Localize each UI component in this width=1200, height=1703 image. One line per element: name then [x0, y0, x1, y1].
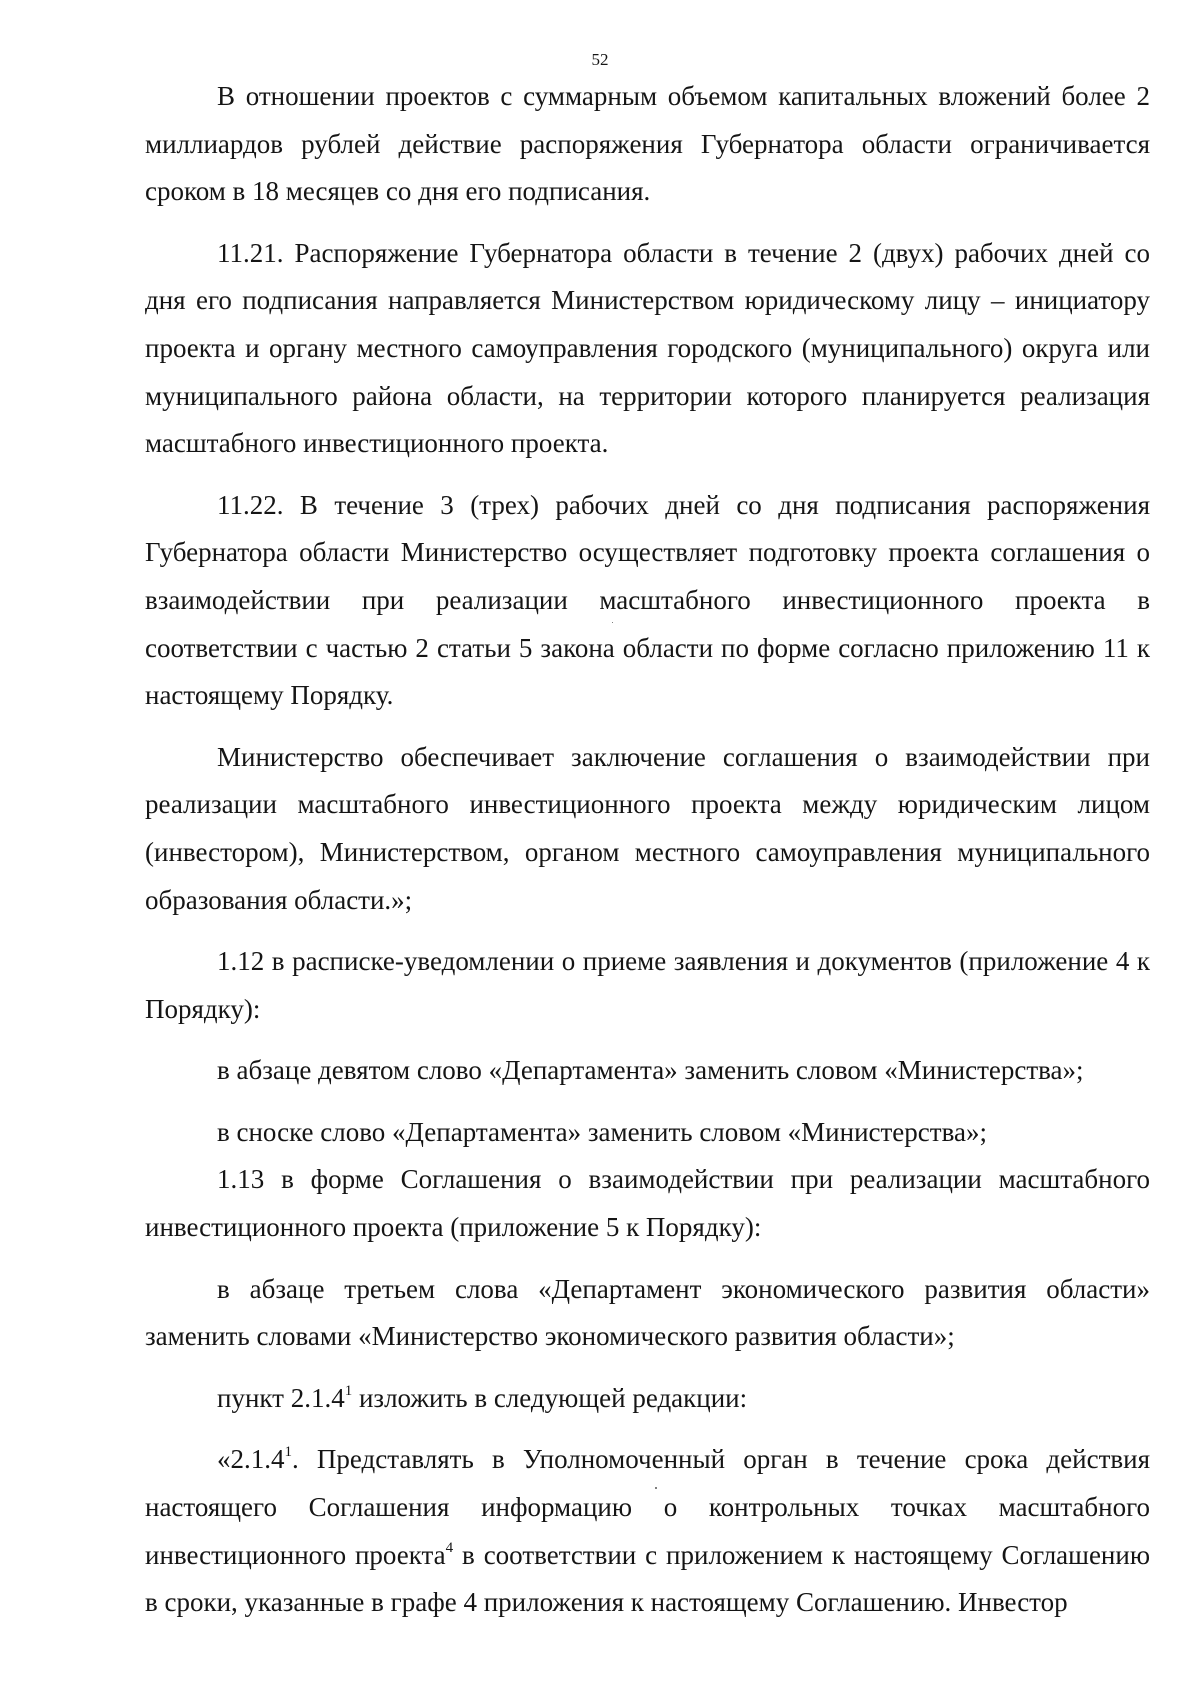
- paragraph-ministry-agreement: Министерство обеспечивает заключение соглашения о взаимодействии при реализации масштабного инвестиционного проекта между юридическим лицом (инвестором), Министерством, органом местного самоуправления муниципального образования области.»;: [145, 741, 1150, 915]
- new-text-part3: в соответствии с приложением к настоящему Соглашению в сроки, указанные в графе 4 приложения к настоящему Соглашению. Инвестор: [145, 1539, 1150, 1618]
- paragraph-footnote-change: в сноске слово «Департамента» заменить словом «Министерства»;: [217, 1116, 987, 1147]
- scan-speck: [612, 622, 613, 623]
- point-text-before: пункт 2.1.4: [217, 1382, 345, 1413]
- scan-speck: [655, 1487, 657, 1489]
- paragraph-investment-limit: В отношении проектов с суммарным объемом капитальных вложений более 2 миллиардов рублей действие распоряжения Губернатора области ограничивается сроком в 18 месяцев со дня его подписания.: [145, 81, 1150, 207]
- paragraph-point-2-1-4: [145, 1375, 1150, 1423]
- new-text-part2: . Представлять в Уполномоченный орган в течение срока действия настоящего Соглашения информацию о контрольных точках масштабного инвестиционного проекта: [145, 1444, 1150, 1570]
- footnote-marker-4: 4: [445, 1539, 454, 1556]
- document-body: [145, 73, 1150, 1627]
- paragraph-1-12: 1.12 в расписке-уведомлении о приеме заявления и документов (приложение 4 к Порядку):: [145, 946, 1150, 1024]
- paragraph-ninth-abzac: в абзаце девятом слово «Департамента» заменить словом «Министерства»;: [217, 1055, 1084, 1086]
- new-text-superscript-1: 1: [284, 1444, 292, 1461]
- paragraph-11-22: 11.22. В течение 3 (трех) рабочих дней со дня подписания распоряжения Губернатора области Министерство осуществляет подготовку проекта соглашения о взаимодействии при реализации масштабного инвестиционного проекта в соответствии с частью 2 статьи 5 закона области по форме согласно приложению 11 к настоящему Порядку.: [145, 489, 1150, 711]
- point-superscript: 1: [344, 1382, 353, 1399]
- page-number: 52: [591, 50, 609, 69]
- paragraph-2-1-4-new-text: [145, 1436, 1150, 1626]
- new-text-part1: «2.1.4: [217, 1444, 285, 1475]
- point-text-after: изложить в следующей редакции:: [352, 1382, 748, 1413]
- paragraph-third-abzac: в абзаце третьем слова «Департамент экономического развития области» заменить словами «Министерство экономического развития области»;: [145, 1273, 1150, 1352]
- paragraph-1-13: 1.13 в форме Соглашения о взаимодействии при реализации масштабного инвестиционного проекта (приложение 5 к Порядку):: [145, 1164, 1150, 1243]
- paragraph-11-21: 11.21. Распоряжение Губернатора области в течение 2 (двух) рабочих дней со дня его подписания направляется Министерством юридическому лицу – инициатору проекта и органу местного самоуправления городского (муниципального) округа или муниципального района области, на территории которого планируется реализация масштабного инвестиционного проекта.: [145, 237, 1150, 459]
